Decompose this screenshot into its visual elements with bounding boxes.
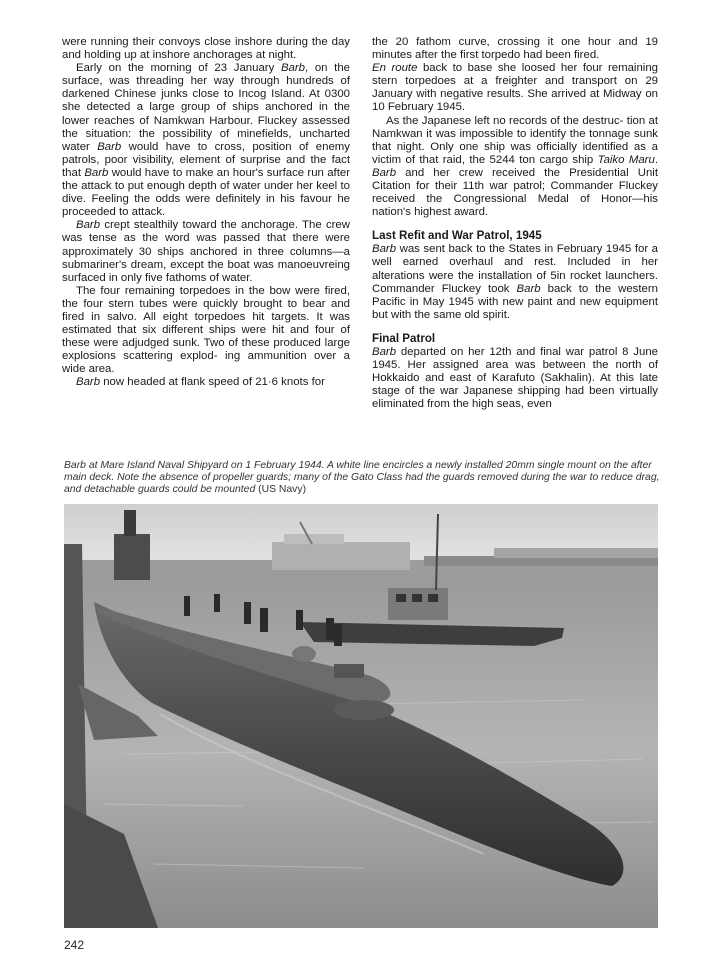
body-paragraph: As the Japanese left no records of the destruc- tion at Namkwan it was impossible to identify the tonnage sunk that night. Only one ship was officially identified as a victim of that raid, the 5244 ton cargo ship Taiko Maru. Barb and her crew received the Presidential Unit Citation for their 11th war patrol; Commander Fluckey received the Congressional Medal of Honor—his nation's highest award. <box>372 114 658 219</box>
photo-caption <box>64 460 660 497</box>
submarine-photo <box>64 504 658 928</box>
text-column-right <box>372 36 658 411</box>
text-column-left <box>62 36 350 390</box>
body-paragraph: Barb now headed at flank speed of 21·6 knots for <box>76 376 325 389</box>
caption-credit: (US Navy) <box>258 484 307 496</box>
body-paragraph: Early on the morning of 23 January Barb, on the surface, was threading her way through hundreds of darkened Chinese junks close to Incog Island. At 0300 she detected a large group of ships anchored in the lower reaches of Namkwan Harbour. Fluckey assessed the situation: the possibility of minefields, uncharted water Barb would have to cross, position of enemy patrols, poor visibility, element of surprise and the fact that Barb would have to make an hour's surface run after the attack to put enough depth of water under her keel to dive. Feeling the odds were definitely in his favour he proceeded to attack. <box>62 62 350 219</box>
section-heading: Last Refit and War Patrol, 1945 <box>372 229 542 243</box>
body-paragraph: Barb departed on her 12th and final war patrol 8 June 1945. Her assigned area was between the north of Hokkaido and east of Karafuto (Sakhalin). At this late stage of the war Japanese shipping had been virtually eliminated from the high seas, even <box>372 345 658 411</box>
body-paragraph: were running their convoys close inshore during the day and holding up at inshore anchorages at night. <box>62 36 350 62</box>
caption-text: Barb at Mare Island Naval Shipyard on 1 February 1944. A white line encircles a newly installed 20mm single mount on the after main deck. Note the absence of propeller guards; many of the Gato Class had the guards removed during the war to reduce drag, and detachable guards could be mounted <box>64 460 660 496</box>
body-paragraph: Barb was sent back to the States in February 1945 for a well earned overhaul and rest. Included in her alterations were the installation of 5in rocket launchers. Commander Fluckey took Barb back to the western Pacific in May 1945 with new paint and new equipment but with the same old spirit. <box>372 243 658 321</box>
body-paragraph: En route back to base she loosed her four remaining stern torpedoes at a freighter and transport on 29 January with negative results. She arrived at Midway on 10 February 1945. <box>372 62 658 114</box>
page-number: 242 <box>64 938 85 952</box>
body-paragraph: Barb crept stealthily toward the anchorage. The crew was tense as the word was passed that there were approximately 30 ships anchored in three columns—a submariner's dream, except the boat was manoeuvreing surfaced in only five fathoms of water. <box>62 219 350 284</box>
body-paragraph: The four remaining torpedoes in the bow were fired, the four stern tubes were quickly brought to bear and fired in salvo. All eight torpedoes hit targets. It was estimated that six different ships were hit and four of these were adjudged sunk. Two of these produced large explosions scattering explod- ing ammunition over a wide area. <box>62 284 350 376</box>
section-heading: Final Patrol <box>372 331 436 345</box>
body-paragraph: the 20 fathom curve, crossing it one hour and 19 minutes after the first torpedo had been fired. <box>372 36 658 62</box>
